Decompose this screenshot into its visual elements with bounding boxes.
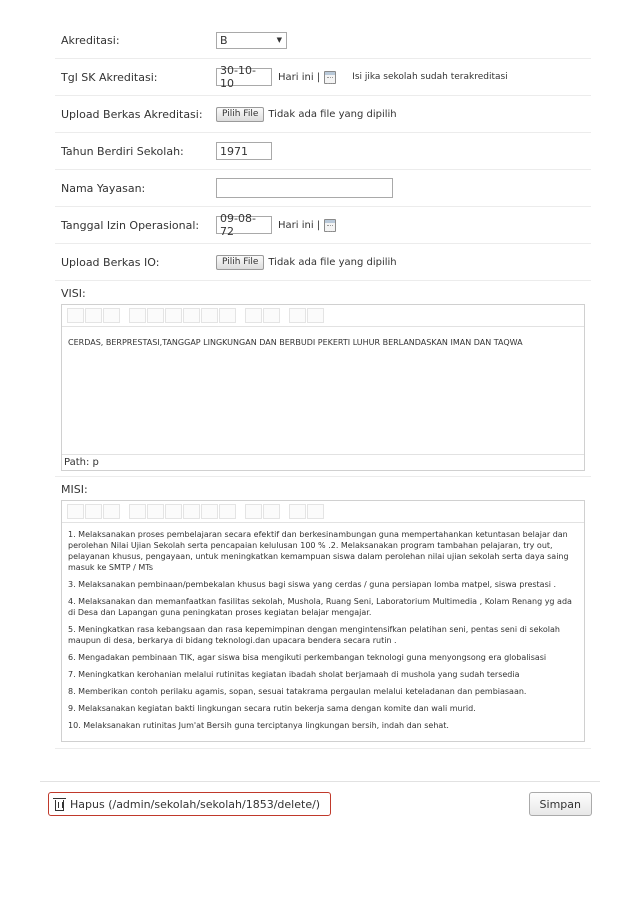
toolbar-button[interactable] <box>103 504 120 519</box>
toolbar-button[interactable] <box>307 308 324 323</box>
visi-toolbar <box>62 305 584 327</box>
tgl-izin-label: Tanggal Izin Operasional: <box>61 218 200 232</box>
tgl-sk-input[interactable]: 30-10-10 <box>216 68 272 86</box>
misi-content[interactable] <box>62 523 584 741</box>
form-actions <box>40 781 600 827</box>
tgl-sk-hint: Isi jika sekolah sudah terakreditasi <box>352 72 508 82</box>
toolbar-button[interactable] <box>289 504 306 519</box>
toolbar-button[interactable] <box>67 308 84 323</box>
upload-io-button[interactable]: Pilih File <box>216 255 264 270</box>
misi-label: MISI: <box>61 483 88 496</box>
school-form <box>55 22 591 749</box>
nama-yayasan-label: Nama Yayasan: <box>61 181 146 195</box>
misi-paragraph: 6. Mengadakan pembinaan TIK, agar siswa bisa mengikuti perkembangan teknologi guna menyongsong era globalisasi <box>68 653 547 662</box>
row-nama-yayasan <box>55 170 591 207</box>
toolbar-button[interactable] <box>147 504 164 519</box>
toolbar-button[interactable] <box>263 308 280 323</box>
toolbar-button[interactable] <box>201 308 218 323</box>
row-akreditasi <box>55 22 591 59</box>
misi-paragraph: 7. Meningkatkan kerohanian melalui rutinitas kegiatan ibadah sholat berjamaah di mushola yang sudah tersedia <box>68 670 520 679</box>
toolbar-button[interactable] <box>289 308 306 323</box>
tahun-berdiri-label: Tahun Berdiri Sekolah: <box>61 144 184 158</box>
misi-paragraph: 9. Melaksanakan kegiatan bakti lingkungan secara rutin bekerja sama dengan komite dan wali murid. <box>68 704 476 713</box>
row-upload-akreditasi <box>55 96 591 133</box>
toolbar-button[interactable] <box>183 308 200 323</box>
misi-paragraph: 4. Melaksanakan dan memanfaatkan fasilitas sekolah, Mushola, Ruang Seni, Laboratorium Multimedia , Kolam Renang yg ada di Desa dan Lapangan guna peningkatan proses kegiatan belajar mengajar. <box>68 597 572 617</box>
calendar-icon[interactable] <box>324 71 336 84</box>
toolbar-button[interactable] <box>219 504 236 519</box>
visi-section <box>55 281 591 477</box>
tgl-sk-today-link[interactable]: Hari ini | <box>278 71 321 83</box>
row-tgl-izin <box>55 207 591 244</box>
misi-section <box>55 477 591 749</box>
toolbar-button[interactable] <box>245 504 262 519</box>
upload-io-status: Tidak ada file yang dipilih <box>268 256 397 268</box>
toolbar-button[interactable] <box>307 504 324 519</box>
misi-paragraph: 3. Melaksanakan pembinaan/pembekalan khusus bagi siswa yang cerdas / guna persiapan lomba matpel, siswa prestasi . <box>68 580 557 589</box>
toolbar-button[interactable] <box>165 504 182 519</box>
tgl-izin-input[interactable]: 09-08-72 <box>216 216 272 234</box>
toolbar-button[interactable] <box>85 308 102 323</box>
tgl-sk-label: Tgl SK Akreditasi: <box>61 70 158 84</box>
delete-button[interactable] <box>48 792 331 816</box>
misi-paragraph: 8. Memberikan contoh perilaku agamis, sopan, sesuai tatakrama pergaulan melalui keteladanan dan pembiasaan. <box>68 687 527 696</box>
tgl-izin-today-link[interactable]: Hari ini | <box>278 219 321 231</box>
toolbar-button[interactable] <box>183 504 200 519</box>
visi-label: VISI: <box>61 287 86 300</box>
upload-akreditasi-status: Tidak ada file yang dipilih <box>268 108 397 120</box>
save-button[interactable]: Simpan <box>529 792 592 816</box>
toolbar-button[interactable] <box>67 504 84 519</box>
toolbar-button[interactable] <box>129 308 146 323</box>
akreditasi-value: B <box>220 33 228 47</box>
delete-button-label: Hapus (/admin/sekolah/sekolah/1853/delete/) <box>70 797 321 811</box>
akreditasi-select[interactable] <box>216 32 287 49</box>
toolbar-button[interactable] <box>103 308 120 323</box>
row-tahun-berdiri <box>55 133 591 170</box>
toolbar-button[interactable] <box>147 308 164 323</box>
upload-akreditasi-button[interactable]: Pilih File <box>216 107 264 122</box>
toolbar-button[interactable] <box>85 504 102 519</box>
toolbar-button[interactable] <box>201 504 218 519</box>
upload-io-label: Upload Berkas IO: <box>61 255 160 269</box>
misi-toolbar <box>62 501 584 523</box>
akreditasi-label: Akreditasi: <box>61 33 120 47</box>
visi-path: Path: p <box>62 454 584 470</box>
misi-paragraph: 10. Melaksanakan rutinitas Jum'at Bersih guna terciptanya lingkungan bersih, indah dan sehat. <box>68 721 449 730</box>
row-upload-io <box>55 244 591 281</box>
toolbar-button[interactable] <box>263 504 280 519</box>
misi-paragraph: 5. Meningkatkan rasa kebangsaan dan rasa kepemimpinan dengan mengintensifkan pelatihan seni, pentas seni di sekolah maupun di desa, berkarya di bidang teknologi.dan upacara bendera secara rutin . <box>68 625 560 645</box>
toolbar-button[interactable] <box>165 308 182 323</box>
visi-text: CERDAS, BERPRESTASI,TANGGAP LINGKUNGAN DAN BERBUDI PEKERTI LUHUR BERLANDASKAN IMAN DAN TAQWA <box>68 338 523 347</box>
toolbar-button[interactable] <box>219 308 236 323</box>
row-tgl-sk <box>55 59 591 96</box>
nama-yayasan-input[interactable] <box>216 178 393 198</box>
calendar-icon[interactable] <box>324 219 336 232</box>
toolbar-button[interactable] <box>245 308 262 323</box>
visi-editor <box>61 304 585 471</box>
toolbar-button[interactable] <box>129 504 146 519</box>
visi-content[interactable] <box>62 327 584 454</box>
chevron-down-icon: ▼ <box>276 36 282 44</box>
misi-paragraph: 1. Melaksanakan proses pembelajaran secara efektif dan berkesinambungan guna mempertahankan ketuntasan belajar dan perolehan Nilai Ujian Sekolah serta pencapaian kelulusan 100 % .2. Melaksanakan program tambahan pelajaran, try out, pelayanan khusus, pengayaan, untuk meningkatkan kemampuan siswa dalam perolehan nilai ujian sekolah serta daya saing masuk ke SMTP / MTs <box>68 530 569 572</box>
tahun-berdiri-input[interactable]: 1971 <box>216 142 272 160</box>
upload-akreditasi-label: Upload Berkas Akreditasi: <box>61 107 203 121</box>
misi-editor <box>61 500 585 742</box>
trash-icon <box>55 800 64 811</box>
